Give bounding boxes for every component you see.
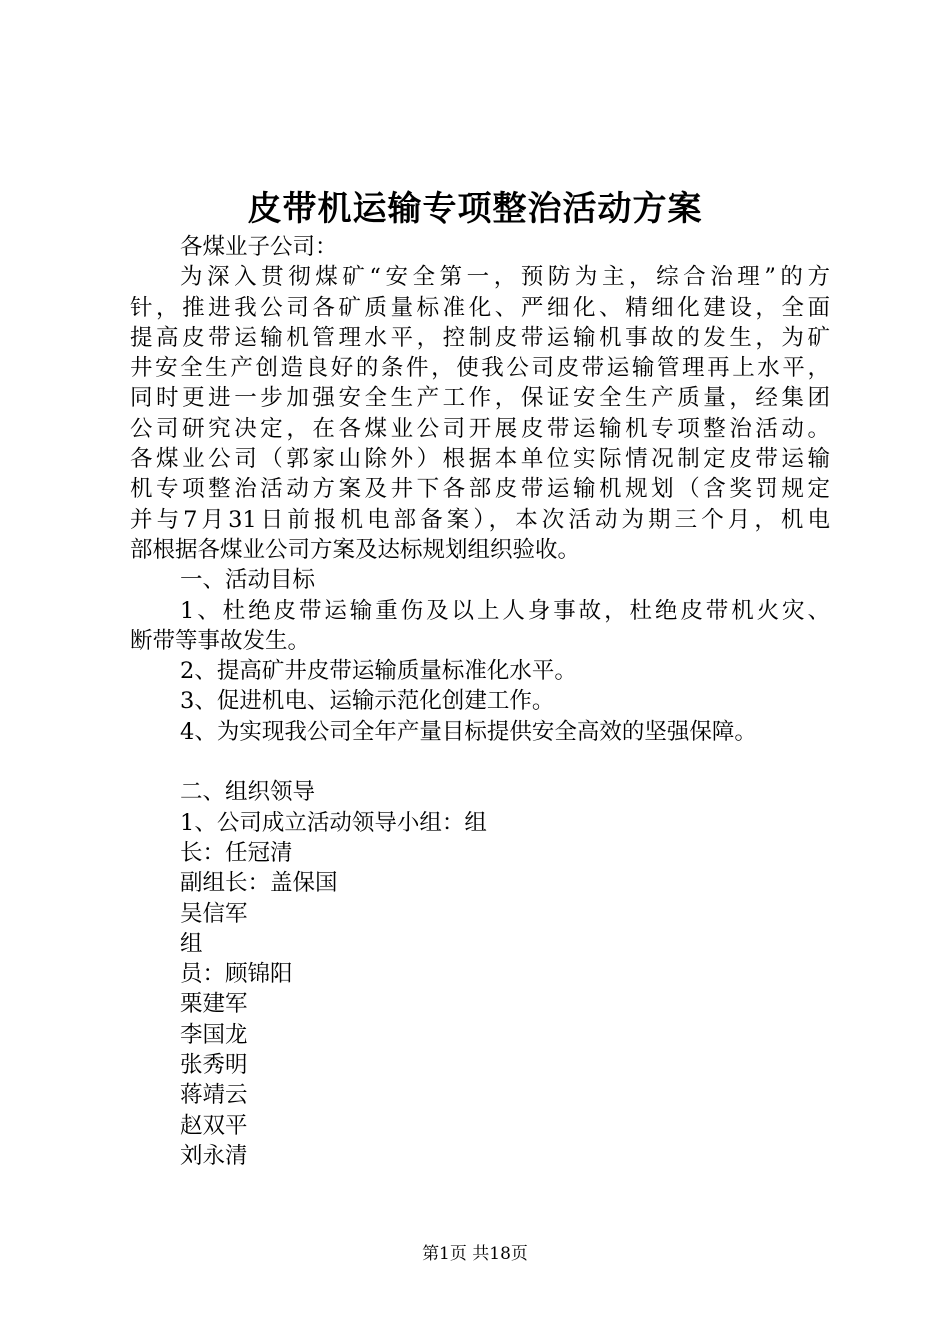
deputy-leader-1: 副组长：盖保国 [180, 870, 338, 897]
section1-item1-line2: 断带等事故发生。 [130, 627, 311, 654]
member-7: 刘永清 [180, 1142, 248, 1169]
group-leader: 长：任冠清 [180, 839, 293, 866]
member-2: 栗建军 [180, 991, 248, 1018]
intro-line-10: 部根据各煤业公司方案及达标规划组织验收。 [130, 536, 581, 563]
intro-line-8: 机专项整治活动方案及井下各部皮带运输机规划（含奖罚规定 [130, 476, 830, 503]
addressee: 各煤业子公司： [180, 234, 338, 260]
members-label: 组 [180, 930, 203, 957]
section1-item1-line1: 1、杜绝皮带运输重伤及以上人身事故，杜绝皮带机火灾、 [180, 597, 830, 624]
section1-item4: 4、为实现我公司全年产量目标提供安全高效的坚强保障。 [180, 718, 757, 745]
intro-line-3: 提高皮带运输机管理水平，控制皮带运输机事故的发生，为矿 [130, 324, 830, 351]
intro-line-5: 同时更进一步加强安全生产工作，保证安全生产质量，经集团 [130, 385, 830, 412]
document-title: 皮带机运输专项整治活动方案 [247, 189, 703, 229]
member-4: 张秀明 [180, 1052, 248, 1079]
intro-line-1: 为深入贯彻煤矿“安全第一，预防为主，综合治理”的方 [180, 264, 830, 291]
intro-line-7: 各煤业公司（郭家山除外）根据本单位实际情况制定皮带运输 [130, 446, 830, 473]
paragraph-gap [130, 747, 830, 777]
member-5: 蒋靖云 [180, 1082, 248, 1109]
member-6: 赵双平 [180, 1112, 248, 1139]
intro-line-4: 井安全生产创造良好的条件，使我公司皮带运输管理再上水平， [130, 355, 830, 382]
section2-item1: 1、公司成立活动领导小组：组 [180, 809, 487, 836]
intro-line-9: 并与7月31日前报机电部备案），本次活动为期三个月，机电 [130, 506, 830, 533]
deputy-leader-2: 吴信军 [180, 900, 248, 927]
document-body [130, 232, 830, 1171]
section2-heading: 二、组织领导 [180, 779, 316, 806]
intro-line-6: 公司研究决定，在各煤业公司开展皮带运输机专项整治活动。 [130, 415, 830, 442]
section1-heading: 一、活动目标 [180, 567, 316, 594]
section1-item3: 3、促进机电、运输示范化创建工作。 [180, 688, 555, 715]
intro-line-2: 针，推进我公司各矿质量标准化、严细化、精细化建设，全面 [130, 294, 830, 321]
member-1: 员：顾锦阳 [180, 961, 293, 988]
page-footer: 第1页 共18页 [422, 1244, 528, 1264]
section1-item2: 2、提高矿井皮带运输质量标准化水平。 [180, 658, 577, 685]
member-3: 李国龙 [180, 1021, 248, 1048]
